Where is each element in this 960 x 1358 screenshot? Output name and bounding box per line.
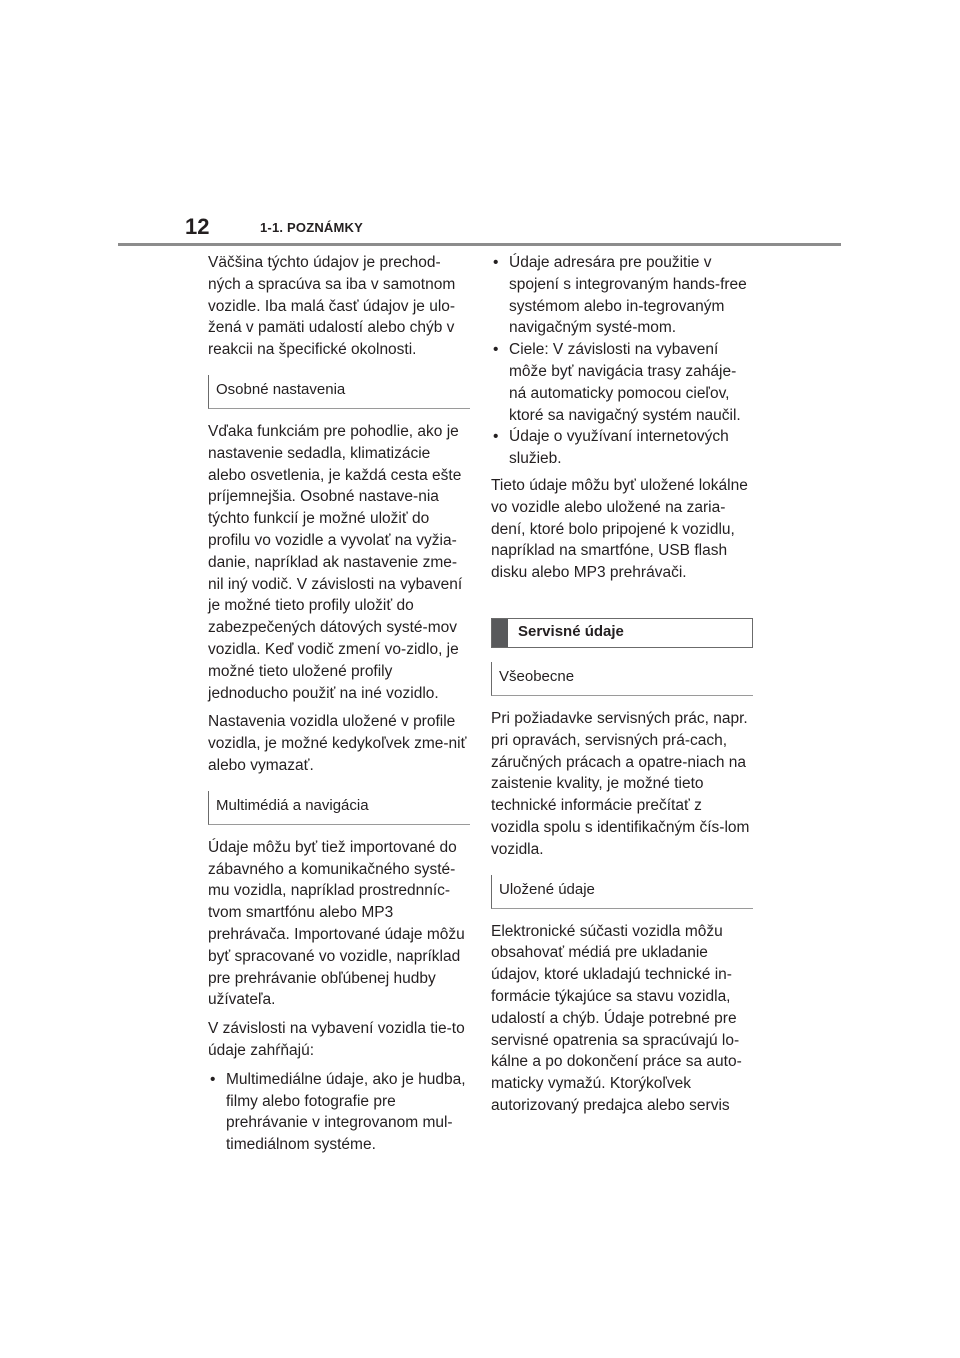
data-list — [208, 1069, 470, 1156]
paragraph: Nastavenia vozidla uložené v profile vozidla, je možné kedykoľvek zme-niť alebo vymazať. — [208, 713, 467, 774]
data-list-continued — [491, 252, 753, 470]
section-heading-box — [491, 618, 753, 648]
subheading-general: Všeobecne — [491, 662, 753, 696]
paragraph: Pri požiadavke servisných prác, napr. pri opravách, servisných prá-cach, záručných prácach a opatre-niach na zaistenie kvality, je možné tieto technické informácie prečítať z vozidla spolu s identifikačným čís-lom vozidla. — [491, 709, 750, 858]
intro-paragraph: Väčšina týchto údajov je prechod-ných a spracúva sa iba v samotnom vozidle. Iba malá časť údajov je ulo-žená v pamäti udalostí alebo chýb v reakcii na špecifické okolnosti. — [208, 254, 456, 359]
section-heading-service-data: Servisné údaje — [518, 622, 624, 640]
subheading-stored-data: Uložené údaje — [491, 875, 753, 909]
paragraph: Vďaka funkciám pre pohodlie, ako je nastavenie sedadla, klimatizácie alebo osvetlenia, je každá cesta ešte príjemnejšia. Osobné nastave-nia týchto funkcií je možné uložiť do profilu vo vozidle a vyvolať na vyžia-danie, napríklad ak nastavenie zme-nil iný vodič. V závislosti na vybavení je možné tieto profily uložiť do zabezpečených dátových systé-mov vozidla. Keď vodič zmení vo-zidlo, je možné tieto uložené profily jednoducho použiť na iné vozidlo. — [208, 422, 463, 702]
list-item: • Ciele: V závislosti na vybavení môže byť navigácia trasy zahájе-ná automaticky pomocou cieľov, ktoré sa navigačný systém naučil. — [491, 339, 753, 426]
paragraph: Údaje môžu byť tiež importované do zábavného a komunikačného systé-mu vozidla, napríklad prostrednníc-tvom smartfónu alebo MP3 prehrávača. Importované údaje môžu byť spracované vo vozidle, napríklad pre prehrávanie obľúbenej hudby užívateľa. — [208, 838, 465, 1009]
left-column — [208, 252, 470, 1161]
section-marker — [492, 619, 508, 647]
list-item: • Údaje o využívaní internetových služieb. — [491, 426, 753, 470]
subheading-personal-settings: Osobné nastavenia — [208, 375, 470, 409]
header-divider — [118, 243, 841, 246]
list-item: • Údaje adresára pre použitie v spojení s integrovaným hands-free systémom alebo in-tegrovaným navigačným systé-mom. — [491, 252, 753, 339]
section-title: 1-1. POZNÁMKY — [260, 220, 364, 235]
paragraph: V závislosti na vybavení vozidla tie-to údaje zahŕňajú: — [208, 1020, 465, 1059]
subheading-multimedia-navigation: Multimédiá a navigácia — [208, 791, 470, 825]
paragraph: Elektronické súčasti vozidla môžu obsahovať médiá pre ukladanie údajov, ktoré ukladajú technické in-formácie týkajúce sa stavu vozidla, udalostí a chýb. Údaje potrebné pre servisné opatrenia sa spracúvajú lo-kálne a po dokončení práce sa auto-maticky vymažú. Ktorýkoľvek autorizovaný predajca alebo servis — [491, 922, 742, 1114]
right-column — [491, 252, 753, 1124]
page-number: 12 — [185, 214, 210, 239]
list-item: • Multimediálne údaje, ako je hudba, filmy alebo fotografie pre prehrávanie v integrovanom mul-timediálnom systéme. — [208, 1069, 470, 1156]
paragraph: Tieto údaje môžu byť uložené lokálne vo vozidle alebo uložené na zaria-dení, ktoré bolo pripojené k vozidlu, napríklad na smartfóne, USB flash disku alebo MP3 prehrávači. — [491, 476, 748, 582]
